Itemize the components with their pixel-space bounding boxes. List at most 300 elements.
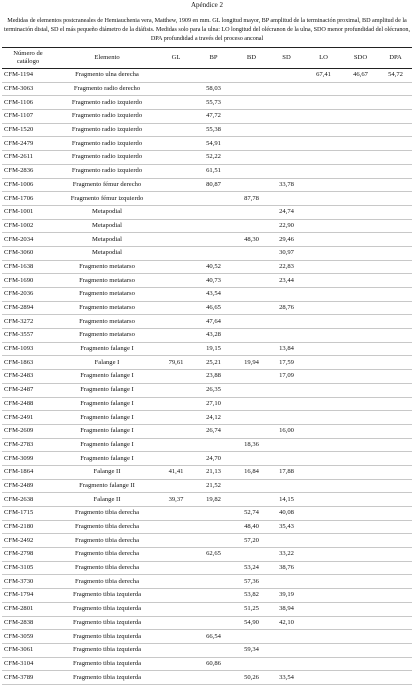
cell-lo: [305, 424, 342, 438]
cell-bd: [235, 548, 268, 562]
cell-gl: [160, 192, 192, 206]
cell-bd: [235, 178, 268, 192]
table-row: [2, 356, 412, 370]
cell-bp: 23,88: [192, 370, 235, 384]
cell-dpa: [379, 82, 412, 96]
cell-sd: [268, 82, 305, 96]
cell-dpa: [379, 383, 412, 397]
cell-gl: [160, 219, 192, 233]
cell-element: Fragmento radio izquierdo: [54, 110, 160, 124]
table-body: [2, 69, 412, 685]
cell-catalog: CFM-3063: [2, 82, 54, 96]
cell-bd: [235, 123, 268, 137]
table-row: [2, 205, 412, 219]
cell-element: Fragmento tibia derecha: [54, 534, 160, 548]
cell-gl: [160, 233, 192, 247]
table-row: [2, 643, 412, 657]
cell-sdo: [342, 96, 379, 110]
cell-lo: [305, 520, 342, 534]
cell-bp: 21,13: [192, 465, 235, 479]
cell-lo: [305, 96, 342, 110]
cell-element: Fragmento tibia izquierda: [54, 630, 160, 644]
cell-bd: 50,26: [235, 671, 268, 685]
header-sdo: SDO: [342, 48, 379, 69]
cell-lo: [305, 465, 342, 479]
table-row: [2, 507, 412, 521]
table-row: [2, 630, 412, 644]
cell-element: Fragmento radio izquierdo: [54, 164, 160, 178]
cell-sdo: [342, 288, 379, 302]
cell-bd: 54,90: [235, 616, 268, 630]
cell-lo: [305, 123, 342, 137]
cell-element: Fragmento metatarso: [54, 301, 160, 315]
cell-bp: 55,73: [192, 96, 235, 110]
cell-bp: [192, 246, 235, 260]
cell-sdo: [342, 342, 379, 356]
cell-element: Fragmento ulna derecha: [54, 69, 160, 83]
cell-dpa: [379, 246, 412, 260]
cell-sdo: [342, 301, 379, 315]
cell-sdo: [342, 260, 379, 274]
table-row: [2, 301, 412, 315]
cell-dpa: [379, 356, 412, 370]
cell-gl: [160, 96, 192, 110]
cell-sd: [268, 630, 305, 644]
cell-element: Fragmento metatarso: [54, 260, 160, 274]
cell-catalog: CFM-2492: [2, 534, 54, 548]
cell-lo: [305, 493, 342, 507]
cell-sdo: [342, 630, 379, 644]
cell-dpa: [379, 671, 412, 685]
cell-sdo: [342, 643, 379, 657]
cell-gl: 79,61: [160, 356, 192, 370]
cell-catalog: CFM-3789: [2, 671, 54, 685]
cell-sd: 17,59: [268, 356, 305, 370]
table-row: [2, 137, 412, 151]
cell-sd: [268, 397, 305, 411]
table-row: [2, 438, 412, 452]
cell-sd: 28,76: [268, 301, 305, 315]
cell-sdo: 46,67: [342, 69, 379, 83]
cell-catalog: CFM-2609: [2, 424, 54, 438]
cell-lo: [305, 630, 342, 644]
table-row: [2, 589, 412, 603]
table-row: [2, 397, 412, 411]
cell-sd: 30,97: [268, 246, 305, 260]
cell-element: Fragmento tibia izquierda: [54, 616, 160, 630]
cell-bp: 19,15: [192, 342, 235, 356]
table-row: [2, 575, 412, 589]
cell-element: Fragmento metatarso: [54, 288, 160, 302]
cell-bd: 48,30: [235, 233, 268, 247]
cell-bd: [235, 205, 268, 219]
cell-catalog: CFM-3557: [2, 329, 54, 343]
cell-dpa: [379, 233, 412, 247]
cell-sdo: [342, 452, 379, 466]
cell-sdo: [342, 274, 379, 288]
cell-sdo: [342, 411, 379, 425]
cell-dpa: [379, 301, 412, 315]
cell-bp: [192, 575, 235, 589]
cell-catalog: CFM-1106: [2, 96, 54, 110]
cell-element: Fragmento tibia izquierda: [54, 657, 160, 671]
cell-dpa: [379, 260, 412, 274]
cell-lo: [305, 329, 342, 343]
cell-gl: [160, 288, 192, 302]
cell-lo: [305, 233, 342, 247]
table-row: [2, 192, 412, 206]
table-row: [2, 260, 412, 274]
cell-gl: [160, 329, 192, 343]
table-row: [2, 465, 412, 479]
cell-catalog: CFM-1706: [2, 192, 54, 206]
table-row: [2, 82, 412, 96]
cell-sdo: [342, 465, 379, 479]
cell-sd: [268, 452, 305, 466]
cell-dpa: 54,72: [379, 69, 412, 83]
cell-lo: [305, 219, 342, 233]
cell-catalog: CFM-3099: [2, 452, 54, 466]
table-row: [2, 411, 412, 425]
table-row: [2, 548, 412, 562]
cell-gl: 41,41: [160, 465, 192, 479]
cell-bd: 19,94: [235, 356, 268, 370]
cell-dpa: [379, 178, 412, 192]
cell-bd: [235, 315, 268, 329]
cell-bd: [235, 164, 268, 178]
cell-bd: 51,25: [235, 602, 268, 616]
cell-gl: [160, 151, 192, 165]
cell-lo: [305, 397, 342, 411]
cell-catalog: CFM-3272: [2, 315, 54, 329]
cell-catalog: CFM-1520: [2, 123, 54, 137]
cell-sdo: [342, 548, 379, 562]
cell-sd: 17,88: [268, 465, 305, 479]
table-row: [2, 370, 412, 384]
cell-lo: [305, 657, 342, 671]
cell-gl: [160, 315, 192, 329]
header-lo: LO: [305, 48, 342, 69]
cell-lo: [305, 301, 342, 315]
cell-element: Fragmento tibia derecha: [54, 507, 160, 521]
cell-sd: [268, 411, 305, 425]
cell-element: Fragmento tibia derecha: [54, 561, 160, 575]
cell-sdo: [342, 561, 379, 575]
cell-bp: 24,70: [192, 452, 235, 466]
cell-bd: [235, 82, 268, 96]
cell-element: Fragmento falange I: [54, 397, 160, 411]
cell-catalog: CFM-3059: [2, 630, 54, 644]
cell-sdo: [342, 110, 379, 124]
cell-catalog: CFM-1690: [2, 274, 54, 288]
cell-gl: [160, 479, 192, 493]
cell-catalog: CFM-1715: [2, 507, 54, 521]
cell-dpa: [379, 342, 412, 356]
cell-bp: [192, 507, 235, 521]
header-element: Elemento: [54, 48, 160, 69]
cell-catalog: CFM-2483: [2, 370, 54, 384]
cell-catalog: CFM-1107: [2, 110, 54, 124]
cell-bp: 80,87: [192, 178, 235, 192]
cell-sdo: [342, 438, 379, 452]
header-bp: BP: [192, 48, 235, 69]
cell-lo: [305, 671, 342, 685]
cell-bd: [235, 288, 268, 302]
cell-lo: [305, 110, 342, 124]
cell-catalog: CFM-3105: [2, 561, 54, 575]
cell-sd: [268, 383, 305, 397]
table-row: [2, 151, 412, 165]
cell-lo: [305, 246, 342, 260]
cell-catalog: CFM-1864: [2, 465, 54, 479]
measurements-table: [2, 47, 412, 685]
cell-bp: [192, 205, 235, 219]
cell-sd: [268, 96, 305, 110]
cell-sd: 33,54: [268, 671, 305, 685]
cell-bd: [235, 301, 268, 315]
cell-bp: [192, 589, 235, 603]
cell-sdo: [342, 616, 379, 630]
cell-catalog: CFM-1863: [2, 356, 54, 370]
table-row: [2, 616, 412, 630]
table-row: [2, 246, 412, 260]
cell-element: Metapodial: [54, 205, 160, 219]
cell-gl: [160, 616, 192, 630]
cell-element: Fragmento tibia derecha: [54, 548, 160, 562]
cell-bp: 47,64: [192, 315, 235, 329]
cell-sd: 29,46: [268, 233, 305, 247]
table-row: [2, 164, 412, 178]
cell-catalog: CFM-2838: [2, 616, 54, 630]
cell-sd: [268, 151, 305, 165]
cell-bp: 40,73: [192, 274, 235, 288]
table-row: [2, 561, 412, 575]
cell-gl: [160, 370, 192, 384]
cell-sdo: [342, 424, 379, 438]
cell-dpa: [379, 96, 412, 110]
cell-catalog: CFM-2487: [2, 383, 54, 397]
cell-element: Fragmento falange I: [54, 452, 160, 466]
cell-dpa: [379, 205, 412, 219]
cell-bd: 57,36: [235, 575, 268, 589]
cell-sd: [268, 438, 305, 452]
cell-dpa: [379, 479, 412, 493]
cell-bd: [235, 452, 268, 466]
cell-sdo: [342, 657, 379, 671]
cell-sd: [268, 164, 305, 178]
cell-dpa: [379, 151, 412, 165]
cell-dpa: [379, 123, 412, 137]
cell-gl: [160, 383, 192, 397]
table-row: [2, 219, 412, 233]
cell-bp: [192, 616, 235, 630]
cell-gl: [160, 452, 192, 466]
cell-sdo: [342, 520, 379, 534]
cell-element: Fragmento radio izquierdo: [54, 123, 160, 137]
cell-catalog: CFM-3104: [2, 657, 54, 671]
cell-sd: [268, 110, 305, 124]
cell-gl: [160, 123, 192, 137]
cell-gl: [160, 301, 192, 315]
cell-sd: [268, 575, 305, 589]
cell-sd: 33,78: [268, 178, 305, 192]
table-row: [2, 96, 412, 110]
cell-dpa: [379, 561, 412, 575]
cell-dpa: [379, 411, 412, 425]
cell-dpa: [379, 397, 412, 411]
cell-element: Metapodial: [54, 233, 160, 247]
cell-catalog: CFM-2180: [2, 520, 54, 534]
cell-dpa: [379, 452, 412, 466]
cell-sd: [268, 479, 305, 493]
cell-gl: [160, 602, 192, 616]
cell-catalog: CFM-2489: [2, 479, 54, 493]
cell-dpa: [379, 602, 412, 616]
cell-lo: [305, 589, 342, 603]
table-row: [2, 671, 412, 685]
cell-sd: 24,74: [268, 205, 305, 219]
header-row: [2, 48, 412, 69]
cell-bd: [235, 260, 268, 274]
cell-element: Falange I: [54, 356, 160, 370]
cell-element: Fragmento falange I: [54, 438, 160, 452]
cell-dpa: [379, 329, 412, 343]
cell-sd: 22,90: [268, 219, 305, 233]
cell-bp: [192, 233, 235, 247]
cell-catalog: CFM-2783: [2, 438, 54, 452]
cell-lo: [305, 260, 342, 274]
cell-bd: [235, 424, 268, 438]
cell-element: Metapodial: [54, 219, 160, 233]
cell-lo: [305, 383, 342, 397]
cell-gl: [160, 507, 192, 521]
cell-element: Fragmento tibia derecha: [54, 575, 160, 589]
table-row: [2, 288, 412, 302]
cell-sd: 14,15: [268, 493, 305, 507]
cell-bd: [235, 630, 268, 644]
cell-lo: [305, 411, 342, 425]
cell-bd: [235, 342, 268, 356]
cell-bp: 43,28: [192, 329, 235, 343]
cell-sdo: [342, 192, 379, 206]
cell-element: Fragmento falange II: [54, 479, 160, 493]
cell-bp: [192, 671, 235, 685]
cell-sd: [268, 192, 305, 206]
cell-bp: 55,38: [192, 123, 235, 137]
cell-bp: [192, 561, 235, 575]
cell-dpa: [379, 315, 412, 329]
cell-gl: [160, 438, 192, 452]
cell-gl: [160, 274, 192, 288]
cell-dpa: [379, 534, 412, 548]
cell-sdo: [342, 219, 379, 233]
cell-lo: [305, 151, 342, 165]
cell-element: Fragmento falange I: [54, 424, 160, 438]
cell-sdo: [342, 383, 379, 397]
cell-dpa: [379, 589, 412, 603]
cell-sd: [268, 288, 305, 302]
cell-catalog: CFM-2488: [2, 397, 54, 411]
cell-bd: [235, 219, 268, 233]
cell-sdo: [342, 329, 379, 343]
cell-sd: [268, 315, 305, 329]
cell-bd: [235, 96, 268, 110]
table-row: [2, 493, 412, 507]
cell-lo: [305, 178, 342, 192]
cell-gl: [160, 630, 192, 644]
cell-bp: 24,12: [192, 411, 235, 425]
cell-element: Fragmento falange I: [54, 370, 160, 384]
cell-catalog: CFM-2894: [2, 301, 54, 315]
header-dpa: DPA: [379, 48, 412, 69]
cell-bp: [192, 192, 235, 206]
cell-lo: [305, 137, 342, 151]
cell-element: Fragmento falange I: [54, 411, 160, 425]
cell-element: Fragmento tibia izquierda: [54, 602, 160, 616]
cell-lo: [305, 534, 342, 548]
table-row: [2, 110, 412, 124]
cell-sd: 38,76: [268, 561, 305, 575]
cell-bd: 52,74: [235, 507, 268, 521]
cell-element: Fragmento radio derecho: [54, 82, 160, 96]
cell-gl: [160, 205, 192, 219]
cell-lo: [305, 356, 342, 370]
cell-bd: [235, 329, 268, 343]
cell-lo: [305, 616, 342, 630]
cell-bd: [235, 657, 268, 671]
cell-sdo: [342, 164, 379, 178]
cell-bd: 16,84: [235, 465, 268, 479]
cell-bd: 57,20: [235, 534, 268, 548]
cell-bp: [192, 534, 235, 548]
cell-sdo: [342, 151, 379, 165]
cell-sdo: [342, 233, 379, 247]
cell-lo: [305, 82, 342, 96]
cell-bd: [235, 411, 268, 425]
cell-bd: 53,82: [235, 589, 268, 603]
table-row: [2, 274, 412, 288]
cell-bd: [235, 274, 268, 288]
cell-element: Fragmento falange I: [54, 383, 160, 397]
cell-lo: [305, 288, 342, 302]
cell-bp: 21,52: [192, 479, 235, 493]
cell-lo: [305, 548, 342, 562]
cell-gl: [160, 246, 192, 260]
cell-sdo: [342, 205, 379, 219]
table-row: [2, 178, 412, 192]
cell-catalog: CFM-1093: [2, 342, 54, 356]
cell-catalog: CFM-2798: [2, 548, 54, 562]
cell-sdo: [342, 137, 379, 151]
cell-sdo: [342, 671, 379, 685]
cell-dpa: [379, 520, 412, 534]
cell-element: Falange II: [54, 465, 160, 479]
cell-sd: 38,94: [268, 602, 305, 616]
cell-gl: [160, 164, 192, 178]
cell-sdo: [342, 534, 379, 548]
cell-dpa: [379, 616, 412, 630]
cell-sd: 40,08: [268, 507, 305, 521]
cell-element: Fragmento radio izquierdo: [54, 96, 160, 110]
cell-bd: 48,40: [235, 520, 268, 534]
cell-dpa: [379, 548, 412, 562]
cell-bp: 25,21: [192, 356, 235, 370]
cell-dpa: [379, 643, 412, 657]
appendix-title: Apéndice 2: [190, 1, 224, 9]
cell-gl: [160, 575, 192, 589]
cell-catalog: CFM-2491: [2, 411, 54, 425]
cell-lo: [305, 602, 342, 616]
